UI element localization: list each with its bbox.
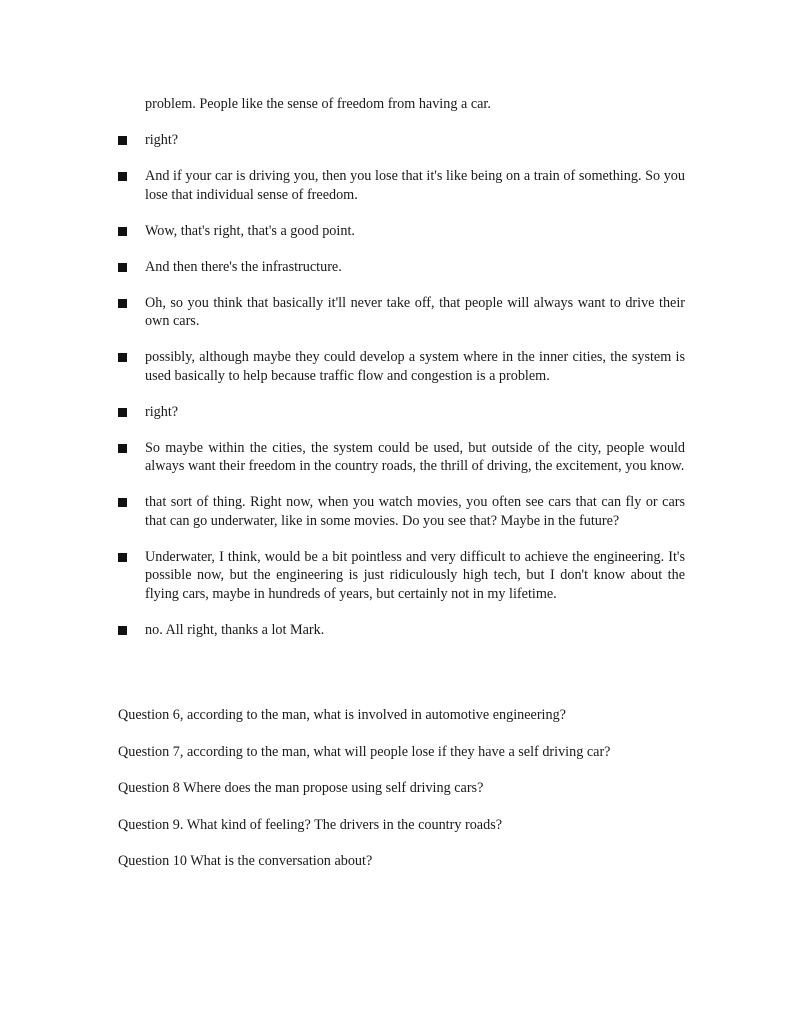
dialogue-text: Wow, that's right, that's a good point. (145, 222, 355, 239)
question-item: Question 10 What is the conversation about? (118, 853, 373, 869)
dialogue-item (118, 493, 685, 530)
square-bullet-icon (118, 172, 127, 181)
dialogue-text: So maybe within the cities, the system could be used, but outside of the city, people would always want their freedom in the country roads, the thrill of driving, the excitement, you know. (145, 439, 685, 474)
question-item: Question 7, according to the man, what will people lose if they have a self driving car? (118, 743, 611, 760)
dialogue-item (118, 439, 685, 476)
square-bullet-icon (118, 136, 127, 145)
dialogue-text: And if your car is driving you, then you lose that it's like being on a train of something. So you lose that individual sense of freedom. (145, 168, 685, 203)
dialogue-text: possibly, although maybe they could develop a system where in the inner cities, the system is used basically to help because traffic flow and congestion is a problem. (145, 349, 685, 384)
square-bullet-icon (118, 353, 127, 362)
dialogue-text: And then there's the infrastructure. (145, 258, 342, 275)
dialogue-item (118, 167, 685, 204)
dialogue-item (118, 348, 685, 385)
dialogue-text: Oh, so you think that basically it'll never take off, that people will always want to drive their own cars. (145, 294, 685, 329)
dialogue-item (118, 548, 685, 604)
dialogue-item (118, 222, 685, 241)
dialogue-text: Underwater, I think, would be a bit pointless and very difficult to achieve the engineering. It's possible now, but the engineering is just ridiculously high tech, but I don't know about the flying cars, maybe in hundreds of years, but certainly not in my lifetime. (145, 548, 685, 602)
square-bullet-icon (118, 227, 127, 236)
dialogue-item (118, 131, 685, 150)
dialogue-text: right? (145, 132, 179, 148)
dialogue-list (118, 131, 685, 657)
square-bullet-icon (118, 263, 127, 272)
square-bullet-icon (118, 444, 127, 453)
dialogue-item (118, 403, 685, 422)
square-bullet-icon (118, 626, 127, 635)
question-item: Question 6, according to the man, what is involved in automotive engineering? (118, 707, 566, 723)
question-item: Question 8 Where does the man propose using self driving cars? (118, 780, 484, 796)
dialogue-item (118, 621, 685, 640)
question-list (118, 706, 688, 889)
question-item: Question 9. What kind of feeling? The drivers in the country roads? (118, 816, 503, 833)
dialogue-text: no. All right, thanks a lot Mark. (145, 621, 325, 638)
dialogue-text: that sort of thing. Right now, when you watch movies, you often see cars that can fly or cars that can go underwater, like in some movies. Do you see that? Maybe in the future? (145, 494, 685, 529)
dialogue-item (118, 258, 685, 277)
square-bullet-icon (118, 553, 127, 562)
dialogue-item (118, 294, 685, 331)
dialogue-text: right? (145, 403, 179, 420)
continuation-text: problem. People like the sense of freedom from having a car. (145, 96, 491, 112)
square-bullet-icon (118, 299, 127, 308)
square-bullet-icon (118, 498, 127, 507)
square-bullet-icon (118, 408, 127, 417)
